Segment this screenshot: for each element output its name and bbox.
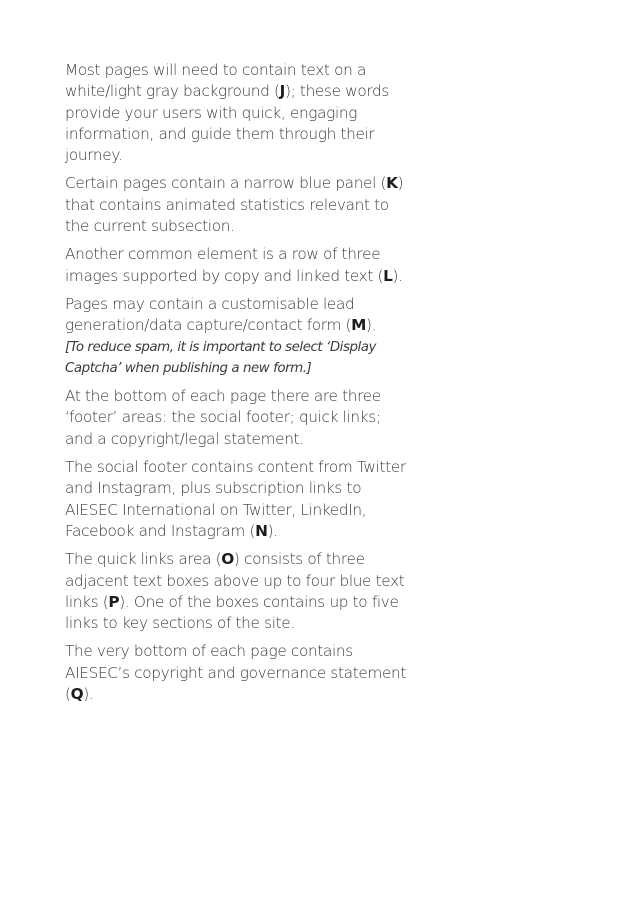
paragraph-contact-form	[65, 294, 410, 379]
paragraph-copyright	[65, 641, 410, 705]
captcha-note: [To reduce spam, it is important to select ‘Display Captcha’ when publishing a new form.]	[65, 339, 377, 376]
paragraph-text: The social footer contains content from Twitter and Instagram, plus subscription links to AIESEC International on Twitter, LinkedIn, Facebook and Instagram (	[65, 458, 406, 540]
callout-letter: O	[221, 550, 234, 569]
paragraph-text: ). One of the boxes contains up to five links to key sections of the site.	[65, 592, 399, 633]
paragraph-blue-panel	[65, 173, 410, 237]
callout-letter: Q	[70, 685, 84, 704]
paragraph-text-background	[65, 60, 410, 166]
paragraph-text: ).	[366, 316, 377, 335]
paragraph-text: ) that contains animated statistics relevant to the current subsection.	[65, 174, 404, 236]
paragraph-text: The quick links area (	[65, 550, 222, 569]
paragraph-text: ).	[267, 521, 278, 540]
paragraph-text: Another common element is a row of three images supported by copy and linked text (	[65, 245, 384, 285]
paragraph-text: ).	[392, 266, 403, 285]
body-text	[65, 60, 410, 712]
callout-letter: P	[108, 592, 120, 611]
paragraph-social-footer	[65, 457, 410, 542]
paragraph-text: ).	[83, 685, 94, 704]
paragraph-quick-links	[65, 549, 410, 634]
callout-letter: J	[279, 82, 285, 101]
paragraph-footer-areas	[65, 386, 410, 450]
paragraph-text: Certain pages contain a narrow blue panel (	[65, 174, 387, 193]
callout-letter: L	[383, 266, 393, 285]
paragraph-text: ) consists of three adjacent text boxes above up to four blue text links (	[65, 550, 405, 611]
paragraph-image-row	[65, 244, 410, 287]
paragraph-text: ); these words provide your users with quick, engaging information, and guide them through their journey.	[65, 82, 389, 165]
paragraph-text: At the bottom of each page there are three ‘footer’ areas: the social footer; quick links; and a copyright/legal statement.	[65, 387, 381, 448]
paragraph-text: The very bottom of each page contains AIESEC’s copyright and governance statement (	[65, 642, 407, 704]
callout-letter: M	[351, 316, 367, 335]
paragraph-text: Most pages will need to contain text on a white/light gray background (	[65, 61, 366, 101]
callout-letter: N	[255, 521, 268, 540]
paragraph-text: Pages may contain a customisable lead generation/data capture/contact form (	[65, 294, 355, 335]
callout-letter: K	[386, 174, 398, 193]
